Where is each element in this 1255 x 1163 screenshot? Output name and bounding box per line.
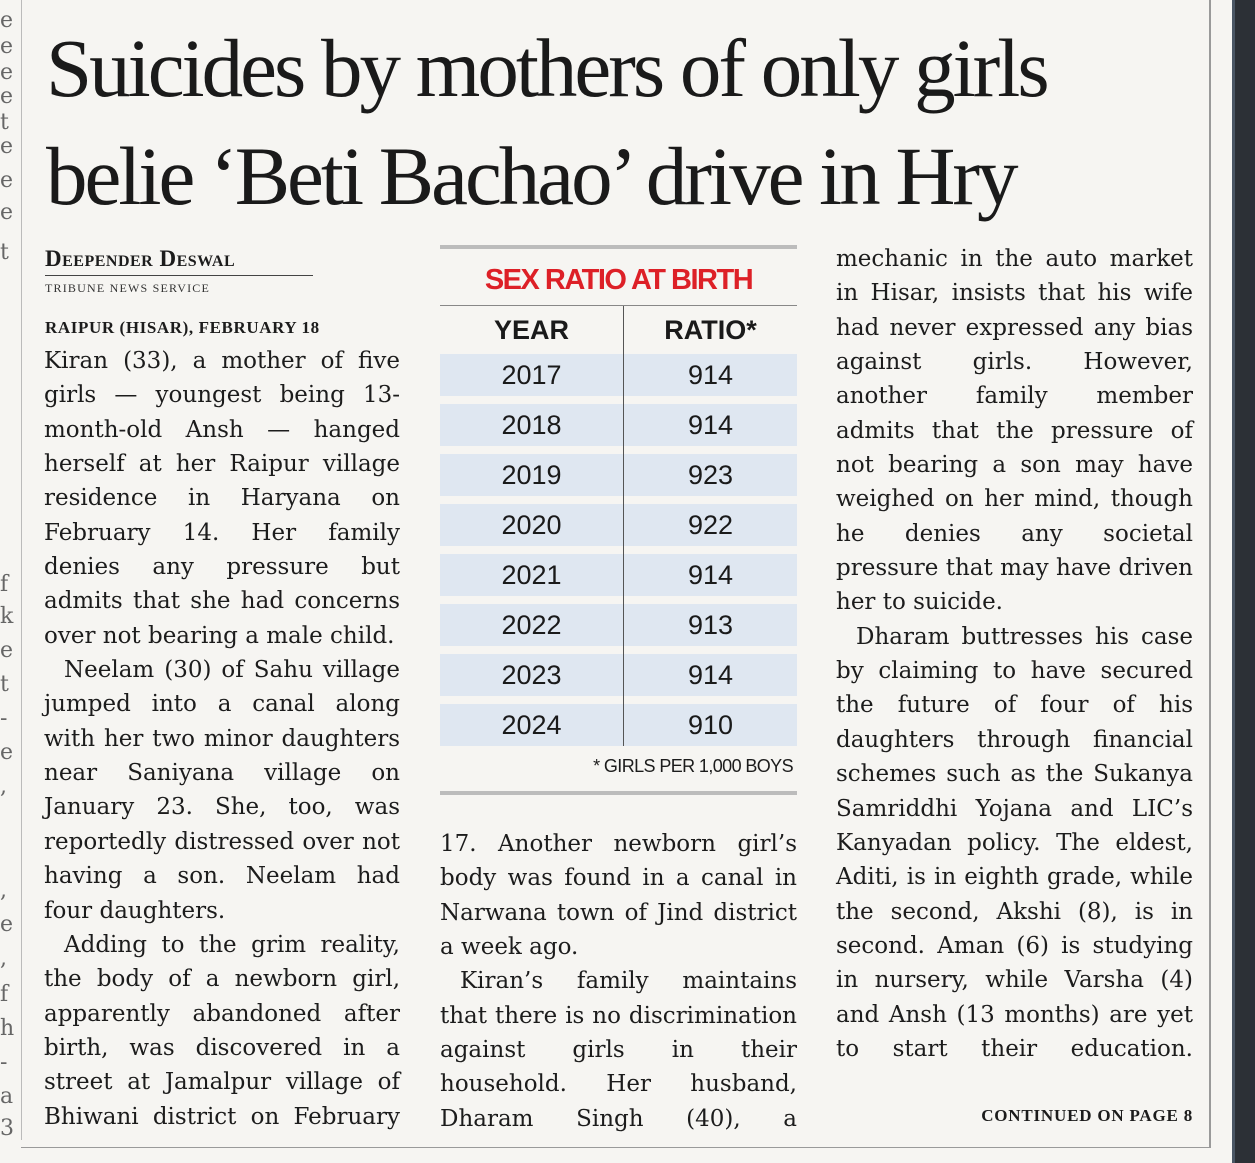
year-cell: 2023 <box>440 654 624 696</box>
previous-column-letter: 3 <box>0 1116 14 1141</box>
column-header-ratio: RATIO* <box>664 314 757 345</box>
sex-ratio-table-box <box>440 245 797 795</box>
row-gap <box>440 596 797 604</box>
previous-column-letter: e <box>0 34 14 59</box>
table-row <box>440 504 797 546</box>
author-name: Deepender Deswal <box>45 246 236 271</box>
row-gap <box>440 446 797 454</box>
paragraph: mechanic in the auto market in Hisar, insists that his wife had never expressed any bias against girls. However, another family member admits that the pressure of not bearing a son may have weighed on her mind, though he denies any societal pressure that may have driven her to suicide. <box>836 246 1193 616</box>
previous-column-letter: e <box>0 60 14 85</box>
previous-column-letter: , <box>0 946 7 971</box>
column-divider-right <box>1209 0 1211 1148</box>
table-bottom-rule <box>440 791 797 795</box>
sex-ratio-table <box>440 306 797 746</box>
paragraph: Dharam buttresses his case by claiming to have secured the future of four of his daughters through financial schemes such as the Sukanya Samriddhi Yojana and LIC’s Kanyadan policy. The eldest, Aditi, is in eighth grade, while the second, Akshi (8), is in second. Aman (6) is studying in nursery, while Varsha (4) and Ansh (13 months) are yet to start their education. <box>836 623 1193 1062</box>
page-edge-strip <box>1232 0 1255 1163</box>
previous-column-fragments <box>0 0 14 1163</box>
table-row <box>440 454 797 496</box>
previous-column-letter: k <box>0 604 14 629</box>
year-cell: 2020 <box>440 504 624 546</box>
year-cell: 2022 <box>440 604 624 646</box>
ratio-cell: 914 <box>624 354 798 396</box>
table-top-rule <box>440 245 797 249</box>
ratio-cell: 914 <box>624 404 798 446</box>
headline-line-1: Suicides by mothers of only girls <box>46 22 1047 114</box>
previous-column-letter: e <box>0 84 14 109</box>
table-row <box>440 554 797 596</box>
previous-column-letter: t <box>0 240 9 265</box>
previous-column-letter: t <box>0 110 9 135</box>
year-cell: 2017 <box>440 354 624 396</box>
ratio-cell: 922 <box>624 504 798 546</box>
previous-column-letter: e <box>0 168 14 193</box>
headline <box>46 14 1196 230</box>
row-gap <box>440 396 797 404</box>
table-row <box>440 404 797 446</box>
previous-column-letter: f <box>0 982 9 1007</box>
ratio-cell: 913 <box>624 604 798 646</box>
previous-column-letter: t <box>0 672 9 697</box>
ratio-cell: 914 <box>624 654 798 696</box>
news-service: TRIBUNE NEWS SERVICE <box>45 281 211 295</box>
byline <box>45 244 313 296</box>
previous-column-letter: h <box>0 1016 14 1041</box>
table-row <box>440 654 797 696</box>
ratio-cell: 914 <box>624 554 798 596</box>
previous-column-letter: a <box>0 1084 14 1109</box>
paragraph: Neelam (30) of Sahu village jumped into a canal along with her two minor daughters near Saniyana village on January 23. She, too, was reportedly distressed over not having a son. Neelam had four daughters. <box>44 657 400 924</box>
row-gap <box>440 696 797 704</box>
column-header-year: YEAR <box>440 306 624 354</box>
row-gap <box>440 496 797 504</box>
paragraph: 17. Another newborn girl’s body was found in a canal in Narwana town of Jind district a week ago. <box>440 831 797 961</box>
article-column-2 <box>440 827 797 1136</box>
continued-on-page: CONTINUED ON PAGE 8 <box>981 1106 1193 1125</box>
paragraph: Adding to the grim reality, the body of a newborn girl, apparently abandoned after birth, was discovered in a street at Jamalpur village of Bhiwani district on February <box>44 931 400 1130</box>
paragraph: Kiran’s family maintains that there is no discrimination against girls in their household. Her husband, Dharam Singh (40), a <box>440 968 797 1132</box>
previous-column-letter: e <box>0 8 14 33</box>
previous-column-letter: - <box>0 1050 8 1075</box>
row-gap <box>440 546 797 554</box>
previous-column-letter: e <box>0 134 14 159</box>
previous-column-letter: - <box>0 706 8 731</box>
year-cell: 2019 <box>440 454 624 496</box>
previous-column-letter: e <box>0 200 14 225</box>
table-row <box>440 354 797 396</box>
table-row <box>440 704 797 746</box>
article-column-1 <box>44 344 400 1134</box>
headline-line-2: belie ‘Beti Bachao’ drive in Hry <box>46 130 1016 222</box>
year-cell: 2021 <box>440 554 624 596</box>
author-underline <box>45 275 313 276</box>
previous-column-letter: , <box>0 878 7 903</box>
paragraph: Kiran (33), a mother of five girls — youngest being 13-month-old Ansh — hanged herself at her Raipur village residence in Haryana on February 14. Her family denies any pressure but admits that she had concerns over not bearing a male child. <box>44 348 400 649</box>
year-cell: 2024 <box>440 704 624 746</box>
previous-column-letter: e <box>0 912 14 937</box>
year-cell: 2018 <box>440 404 624 446</box>
previous-column-letter: , <box>0 774 7 799</box>
table-title: SEX RATIO AT BIRTH <box>484 264 753 296</box>
column-divider-left <box>21 0 22 1140</box>
ratio-cell: 910 <box>624 704 798 746</box>
previous-column-letter: e <box>0 740 14 765</box>
ratio-cell: 923 <box>624 454 798 496</box>
article-column-3 <box>836 242 1193 1066</box>
bottom-rule <box>21 1147 1211 1148</box>
previous-column-letter: e <box>0 638 14 663</box>
dateline: RAIPUR (HISAR), FEBRUARY 18 <box>45 318 320 337</box>
row-gap <box>440 646 797 654</box>
previous-column-letter: f <box>0 572 9 597</box>
table-footnote: * GIRLS PER 1,000 BOYS <box>593 756 793 776</box>
table-row <box>440 604 797 646</box>
